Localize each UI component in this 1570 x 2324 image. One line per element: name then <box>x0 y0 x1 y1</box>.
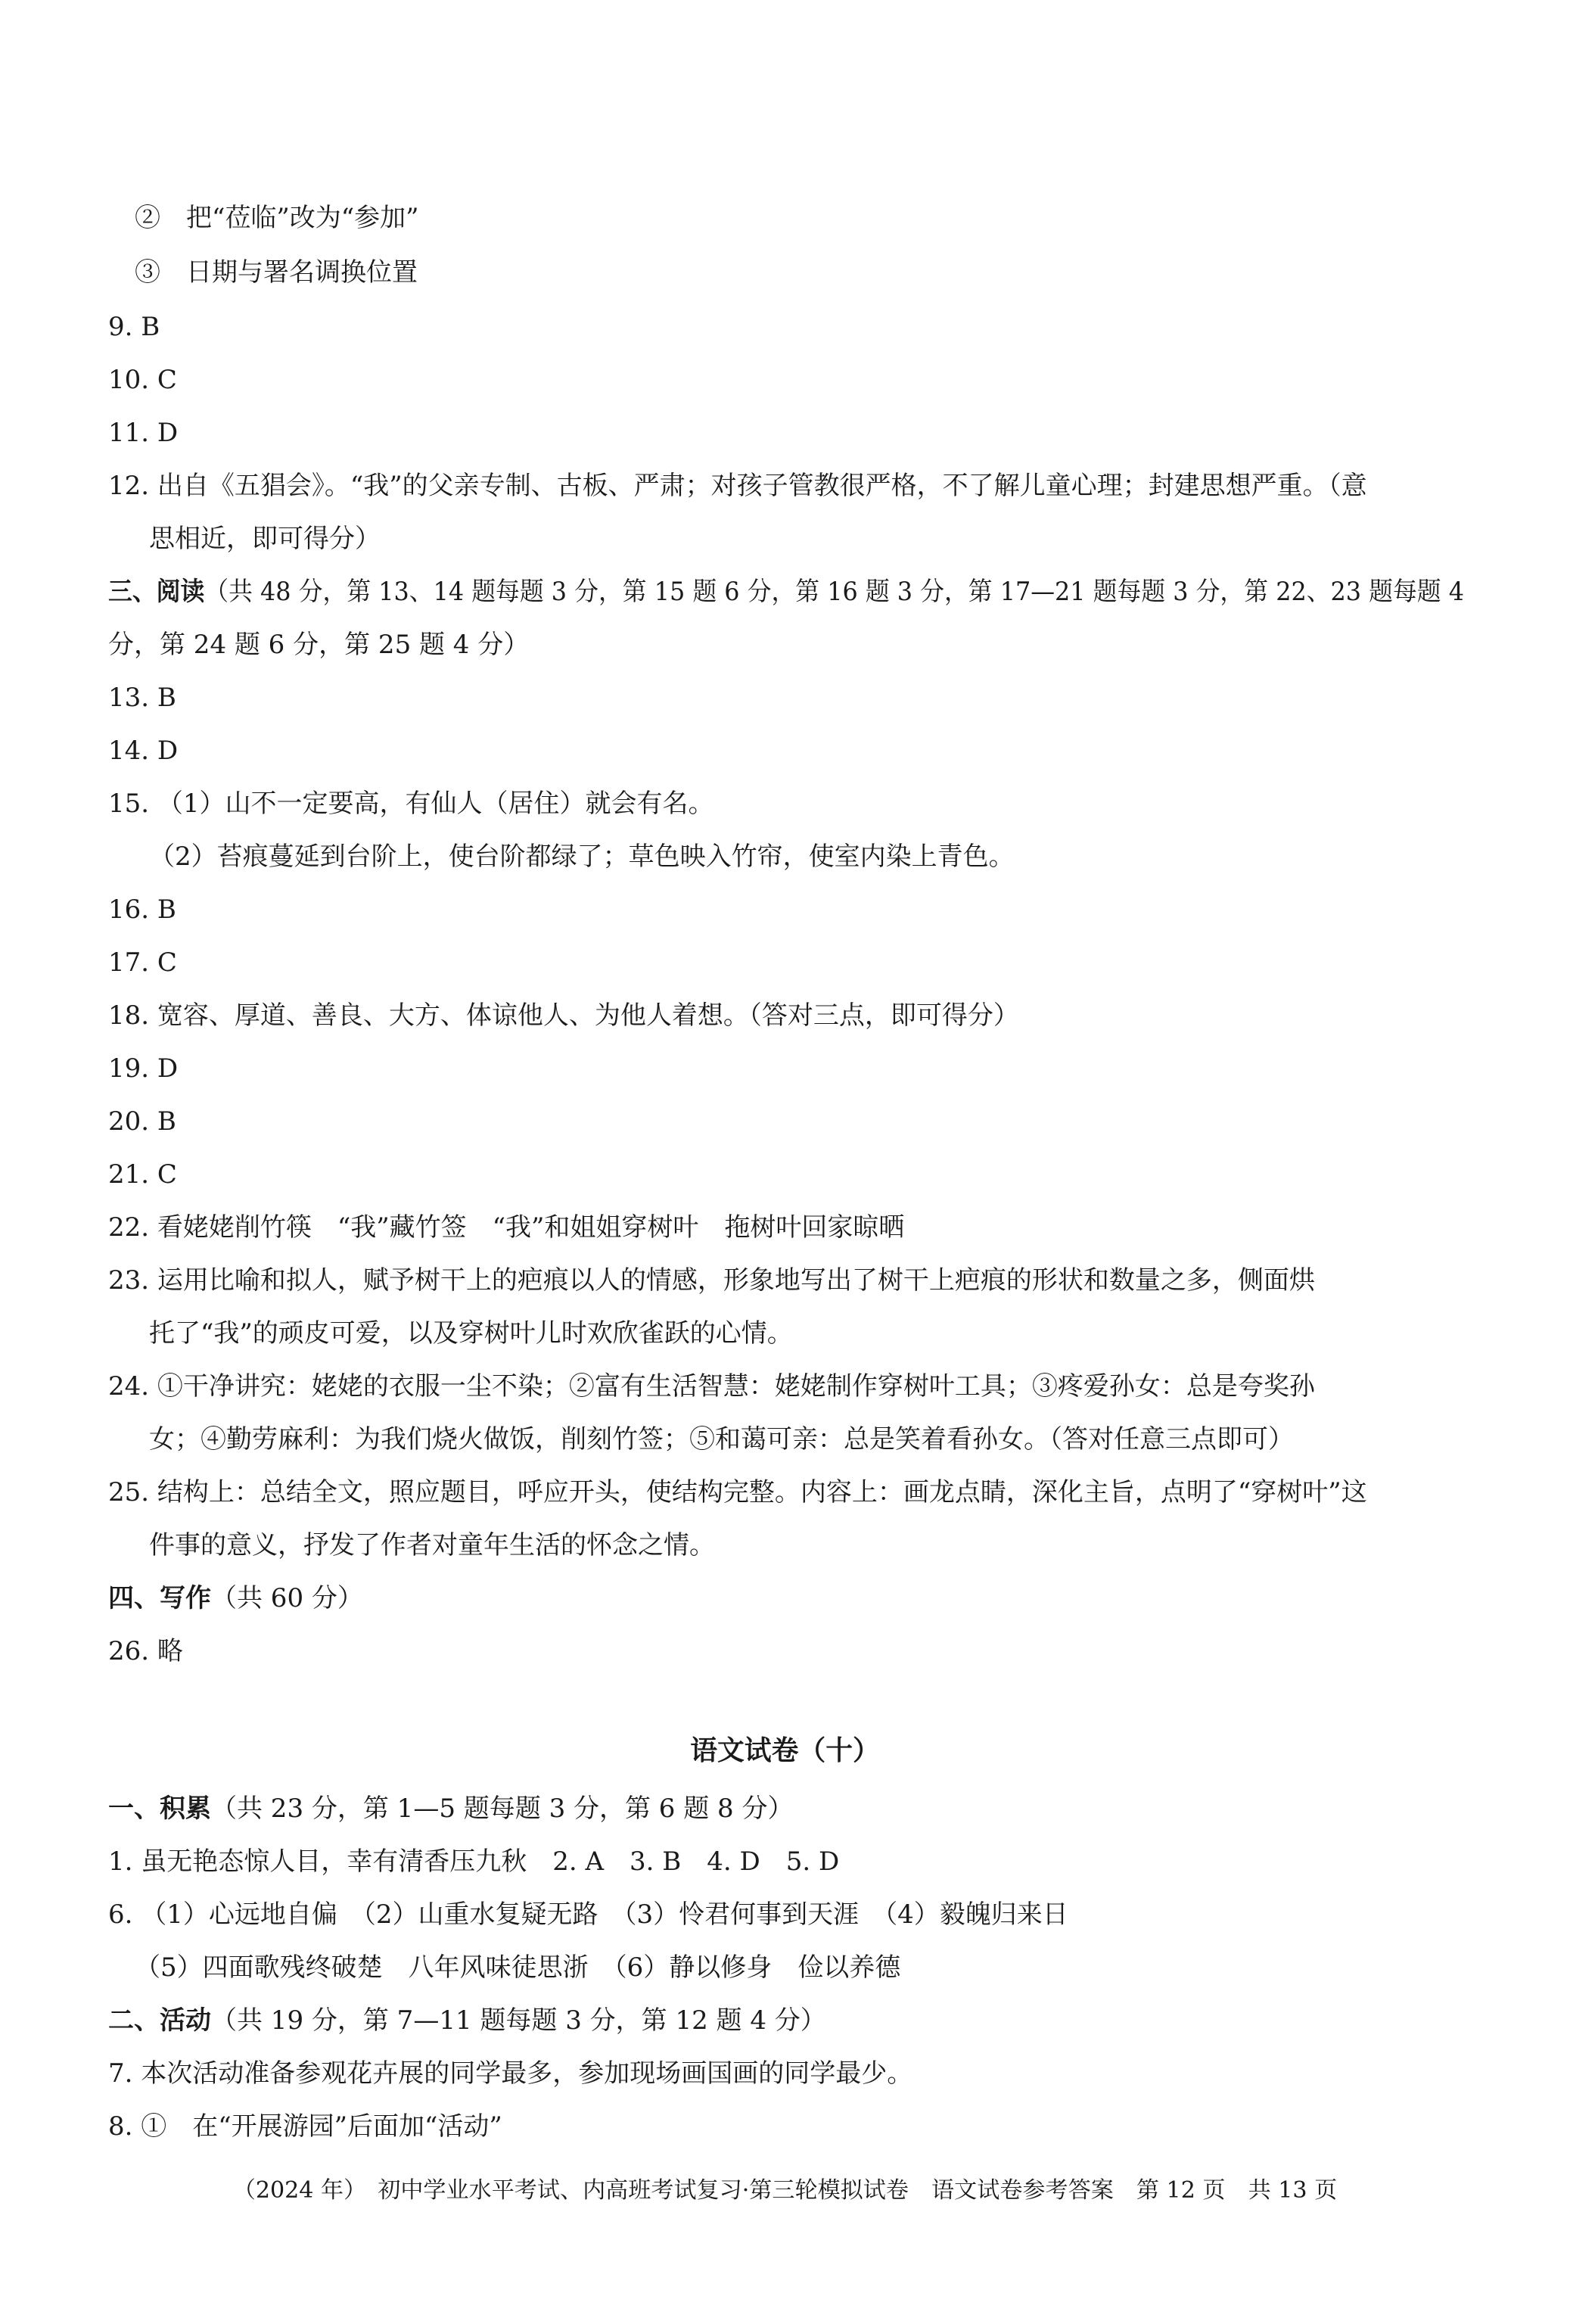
answer-22: 22. 看姥姥削竹筷 “我”藏竹签 “我”和姐姐穿树叶 拖树叶回家晾晒 <box>108 1212 905 1243</box>
answer-11: 11. D <box>108 418 179 448</box>
section-accumulation-title: 一、积累 <box>108 1794 211 1824</box>
answer-8-3: ③ 日期与署名调换位置 <box>135 257 418 288</box>
answer-18: 18. 宽容、厚道、善良、大方、体谅他人、为他人着想。（答对三点，即可得分） <box>108 1000 1019 1031</box>
section-reading-scoring-cont: 分，第 24 题 6 分，第 25 题 4 分） <box>108 630 530 660</box>
answer-24-line-2: 女；④勤劳麻利：为我们烧火做饭，削刻竹签；⑤和蔼可亲：总是笑着看孙女。（答对任意三点即可） <box>149 1424 1294 1454</box>
answer-8-2: ② 把“莅临”改为“参加” <box>135 203 419 233</box>
answer-16: 16. B <box>108 894 176 925</box>
answer-23-line-1: 23. 运用比喻和拟人，赋予树干上的疤痕以人的情感，形象地写出了树干上疤痕的形状和数量之多，侧面烘 <box>108 1265 1315 1296</box>
answer-12-line-2: 思相近，即可得分） <box>149 524 381 554</box>
answer-15-1: 15. （1）山不一定要高，有仙人（居住）就会有名。 <box>108 789 714 819</box>
section-writing-scoring: （共 60 分） <box>211 1583 363 1613</box>
page-footer: （2024 年） 初中学业水平考试、内高班考试复习·第三轮模拟试卷 语文试卷参考答案 第 12 页 共 13 页 <box>232 2177 1338 2204</box>
answer-9: 9. B <box>108 312 160 342</box>
answer-20: 20. B <box>108 1106 176 1137</box>
section-reading-scoring: （共 48 分，第 13、14 题每题 3 分，第 15 题 6 分，第 16 题 3 分，第 17—21 题每题 3 分，第 22、23 题每题 4 <box>204 577 1464 607</box>
answer-25-line-2: 件事的意义，抒发了作者对童年生活的怀念之情。 <box>149 1530 715 1560</box>
answer-26: 26. 略 <box>108 1636 183 1666</box>
answer-14: 14. D <box>108 736 179 766</box>
section-activity-scoring: （共 19 分，第 7—11 题每题 3 分，第 12 题 4 分） <box>211 2005 826 2036</box>
answers-1-5: 1. 虽无艳态惊人目，幸有清香压九秋 2. A 3. B 4. D 5. D <box>108 1846 840 1877</box>
section-accumulation-scoring: （共 23 分，第 1—5 题每题 3 分，第 6 题 8 分） <box>211 1794 794 1824</box>
answer-17: 17. C <box>108 947 177 978</box>
section-writing-title: 四、写作 <box>108 1583 211 1613</box>
answer-10: 10. C <box>108 365 177 395</box>
section-reading-title: 三、阅读 <box>108 577 205 607</box>
section-accumulation-header <box>108 1794 794 1824</box>
answer-25-line-1: 25. 结构上：总结全文，照应题目，呼应开头，使结构完整。内容上：画龙点睛，深化主旨，点明了“穿树叶”这 <box>108 1477 1367 1507</box>
answer-8-1: 8. ① 在“开展游园”后面加“活动” <box>108 2111 502 2142</box>
section-reading-header <box>108 577 1464 607</box>
answer-19: 19. D <box>108 1053 179 1084</box>
answer-21: 21. C <box>108 1159 177 1190</box>
answer-15-2: （2）苔痕蔓延到台阶上，使台阶都绿了；草色映入竹帘，使室内染上青色。 <box>149 842 1015 872</box>
section-activity-header <box>108 2005 826 2036</box>
paper-title: 语文试卷（十） <box>690 1734 880 1766</box>
section-activity-title: 二、活动 <box>108 2005 211 2036</box>
section-writing-header <box>108 1583 363 1613</box>
answer-7: 7. 本次活动准备参观花卉展的同学最多，参加现场画国画的同学最少。 <box>108 2058 913 2089</box>
answer-13: 13. B <box>108 683 176 713</box>
answer-23-line-2: 托了“我”的顽皮可爱，以及穿树叶儿时欢欣雀跃的心情。 <box>149 1318 793 1349</box>
answer-12-line-1: 12. 出自《五猖会》。“我”的父亲专制、古板、严肃；对孩子管教很严格，不了解儿童心理；封建思想严重。（意 <box>108 471 1367 501</box>
answer-24-line-1: 24. ①干净讲究：姥姥的衣服一尘不染；②富有生活智慧：姥姥制作穿树叶工具；③疼爱孙女：总是夸奖孙 <box>108 1371 1315 1402</box>
answer-6-line-1: 6. （1）心远地自偏 （2）山重水复疑无路 （3）怜君何事到天涯 （4）毅魄归来日 <box>108 1899 1068 1930</box>
answer-6-line-2: （5）四面歌残终破楚 八年风味徒思浙 （6）静以修身 俭以养德 <box>135 1952 901 1983</box>
